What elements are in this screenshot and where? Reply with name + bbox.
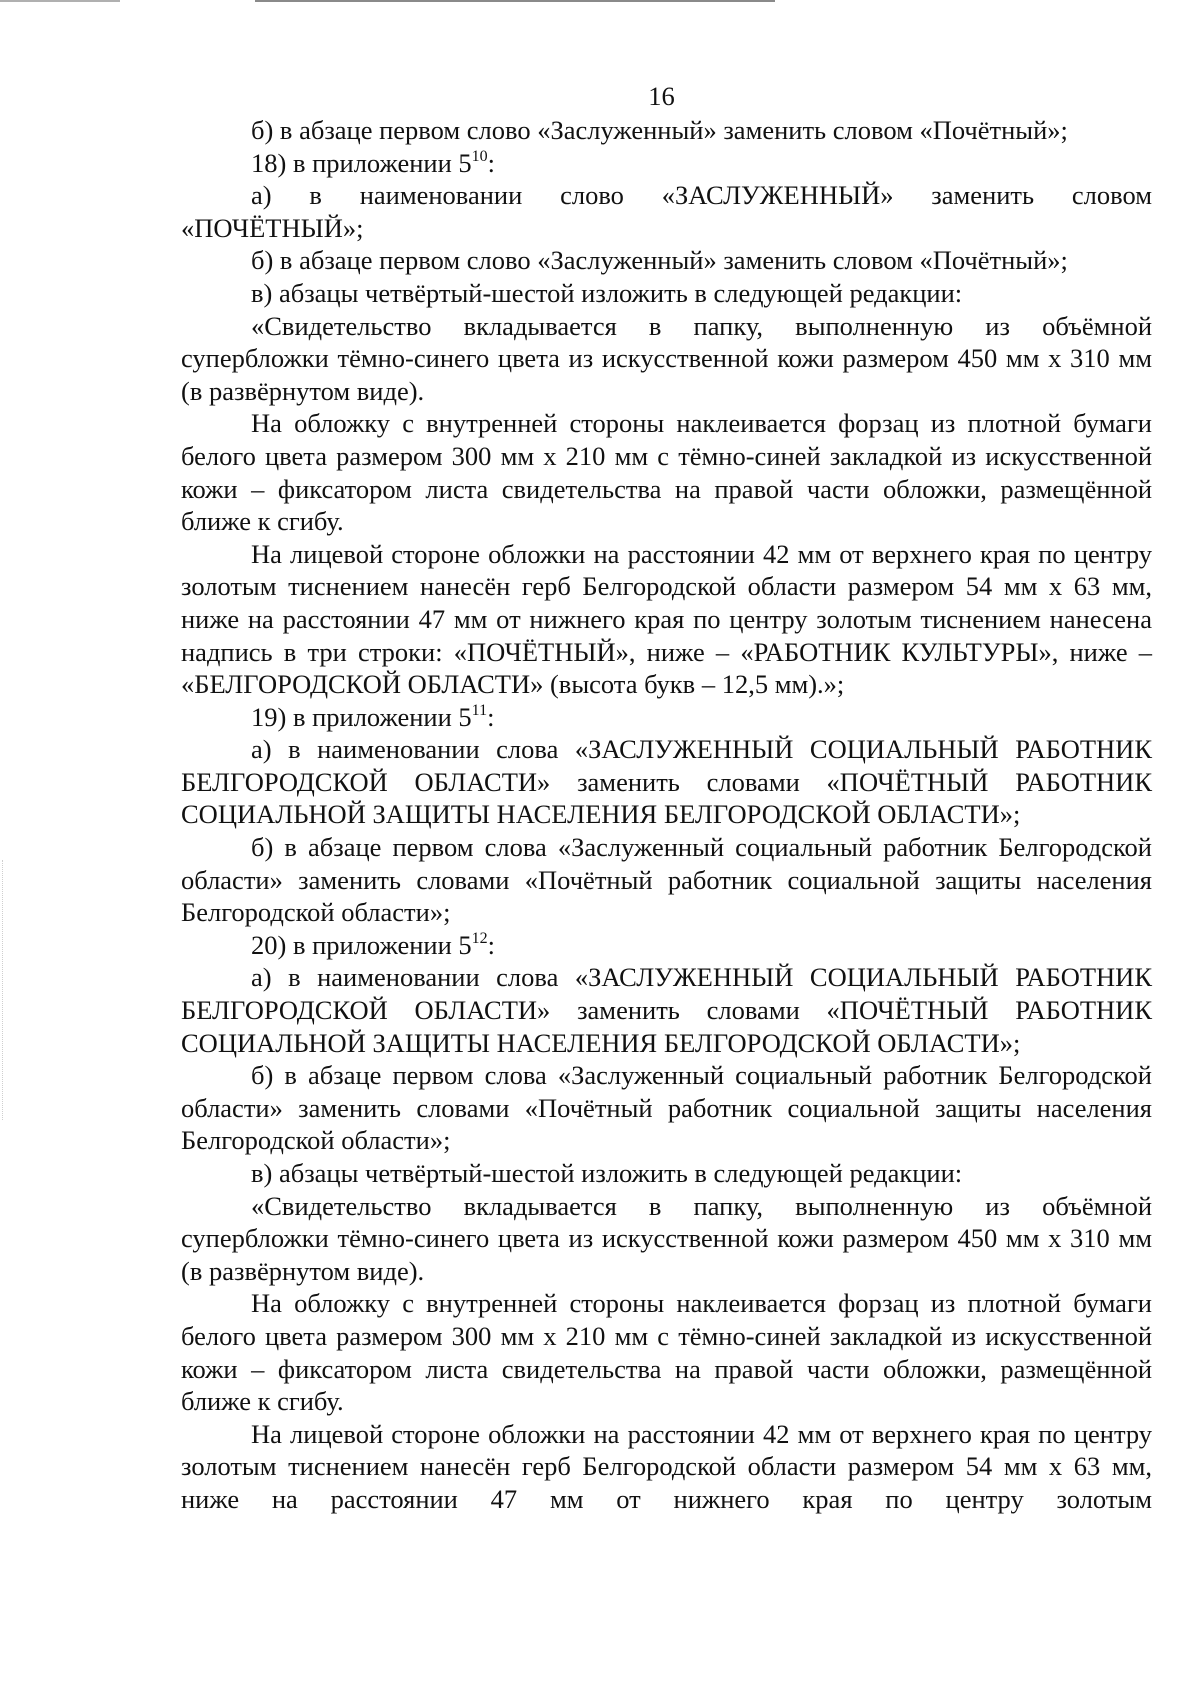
paragraph: На обложку с внутренней стороны наклеивается форзац из плотной бумаги белого цвета размером 300 мм х 210 мм с тёмно-синей закладкой из искусственной кожи – фиксатором листа свидетельства на правой части обложки, размещённой ближе к сгибу. (181, 1288, 1152, 1417)
paragraph: в) абзацы четвёртый-шестой изложить в следующей редакции: (251, 1158, 963, 1188)
paragraph: На обложку с внутренней стороны наклеивается форзац из плотной бумаги белого цвета размером 300 мм х 210 мм с тёмно-синей закладкой из искусственной кожи – фиксатором листа свидетельства на правой части обложки, размещённой ближе к сгибу. (181, 408, 1152, 537)
paragraph: «Свидетельство вкладывается в папку, выполненную из объёмной супербложки тёмно-синего цвета из искусственной кожи размером 450 мм х 310 мм (в развёрнутом виде). (181, 1190, 1152, 1286)
paragraph: На лицевой стороне обложки на расстоянии 42 мм от верхнего края по центру золотым тиснением нанесён герб Белгородской области размером 54 мм х 63 мм, ниже на расстоянии 47 мм от нижнего края по центру золотым (181, 1418, 1152, 1514)
page-number-text: 16 (648, 81, 675, 111)
paragraph-text-tail: : (487, 929, 496, 960)
superscript-index: 11 (471, 701, 488, 719)
paragraph (181, 701, 1152, 734)
paragraph: б) в абзаце первом слова «Заслуженный социальный работник Белгородской области» заменить словами «Почётный работник социальной защиты населения Белгородской области»; (181, 1060, 1152, 1156)
document-page (181, 78, 1152, 1516)
superscript-index: 10 (471, 147, 488, 165)
paragraph-text: 18) в приложении 5 (251, 147, 472, 178)
scan-edge-top (255, 0, 775, 2)
scan-edge-left (0, 0, 120, 2)
paragraph (181, 147, 1152, 180)
paragraph: На лицевой стороне обложки на расстоянии 42 мм от верхнего края по центру золотым тиснением нанесён герб Белгородской области размером 54 мм х 63 мм, ниже на расстоянии 47 мм от нижнего края по центру золотым тиснением нанесена надпись в три строки: «ПОЧЁТНЫЙ», ниже – «РАБОТНИК КУЛЬТУРЫ», ниже – «БЕЛГОРОДСКОЙ ОБЛАСТИ» (высота букв – 12,5 мм).»; (181, 538, 1152, 700)
paragraph: в) абзацы четвёртый-шестой изложить в следующей редакции: (251, 277, 963, 308)
paragraph: а) в наименовании слово «ЗАСЛУЖЕННЫЙ» заменить словом «ПОЧЁТНЫЙ»; (181, 180, 1152, 243)
superscript-index: 12 (471, 929, 488, 947)
paragraph: «Свидетельство вкладывается в папку, выполненную из объёмной супербложки тёмно-синего цвета из искусственной кожи размером 450 мм х 310 мм (в развёрнутом виде). (181, 310, 1152, 406)
paragraph: а) в наименовании слова «ЗАСЛУЖЕННЫЙ СОЦИАЛЬНЫЙ РАБОТНИК БЕЛГОРОДСКОЙ ОБЛАСТИ» заменить словами «ПОЧЁТНЫЙ РАБОТНИК СОЦИАЛЬНОЙ ЗАЩИТЫ НАСЕЛЕНИЯ БЕЛГОРОДСКОЙ ОБЛАСТИ»; (181, 734, 1152, 830)
paragraph (181, 929, 1152, 962)
paragraph-text: 19) в приложении 5 (251, 701, 472, 732)
paragraph: б) в абзаце первом слово «Заслуженный» заменить словом «Почётный»; (251, 245, 1068, 276)
paragraph-text-tail: : (487, 147, 496, 178)
page-number (171, 78, 1152, 114)
paragraph: б) в абзаце первом слово «Заслуженный» заменить словом «Почётный»; (251, 115, 1068, 145)
paragraph: б) в абзаце первом слова «Заслуженный социальный работник Белгородской области» заменить словами «Почётный работник социальной защиты населения Белгородской области»; (181, 832, 1152, 928)
document-body (181, 114, 1152, 1516)
paragraph-text: 20) в приложении 5 (251, 929, 472, 960)
paragraph-text-tail: : (487, 701, 495, 732)
scan-margin-marks (2, 860, 7, 1120)
paragraph: а) в наименовании слова «ЗАСЛУЖЕННЫЙ СОЦИАЛЬНЫЙ РАБОТНИК БЕЛГОРОДСКОЙ ОБЛАСТИ» заменить словами «ПОЧЁТНЫЙ РАБОТНИК СОЦИАЛЬНОЙ ЗАЩИТЫ НАСЕЛЕНИЯ БЕЛГОРОДСКОЙ ОБЛАСТИ»; (181, 962, 1152, 1058)
